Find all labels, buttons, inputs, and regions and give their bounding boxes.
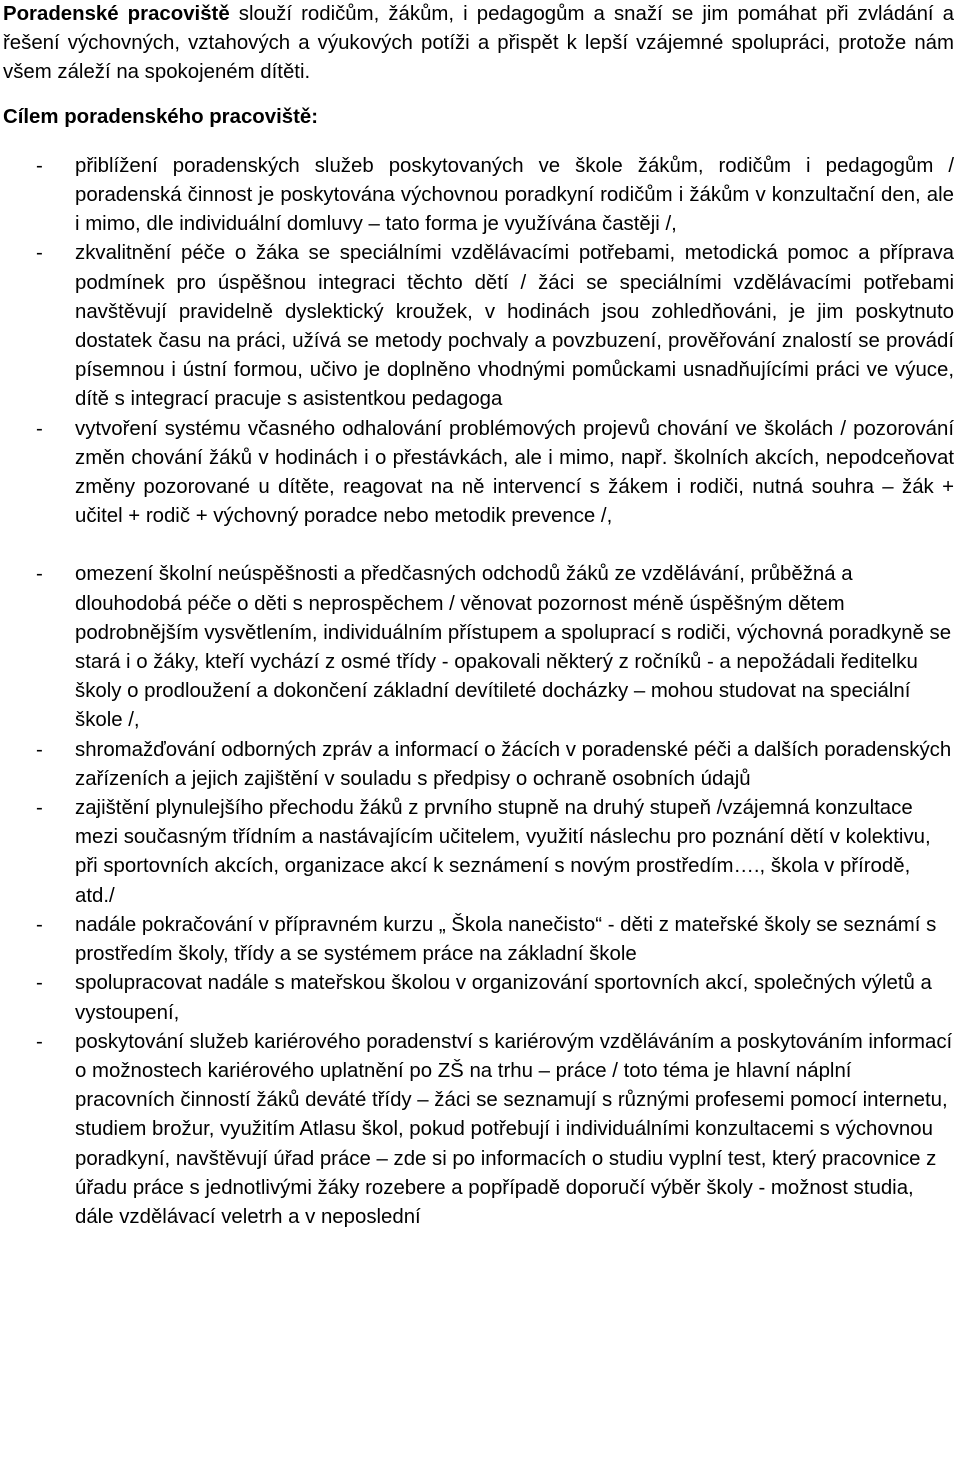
goal-item [3, 969, 954, 1027]
goal-item-text: omezení školní neúspěšnosti a předčasných odchodů žáků ze vzdělávání, průběžná a dlouhodobá péče o děti s neprospěchem / věnovat pozornost méně úspěšným dětem podrobnějším vysvětlením, individuálním přístupem a spoluprací s rodiči, výchovná poradkyně se stará i o žáky, kteří vychází z osmé třídy - opakovali některý z ročníků - a nepožádali ředitelku školy o prodloužení a dokončení základní devítileté docházky – mohou studovat na speciální škole /, [75, 563, 952, 732]
goal-item-text: shromažďování odborných zpráv a informací o žácích v poradenské péči a dalších poradenských zařízeních a jejich zajištění v souladu s předpisy o ochraně osobních údajů [75, 738, 952, 790]
goal-item-text: nadále pokračování v přípravném kurzu „ Škola nanečisto“ - děti z mateřské školy se seznámí s prostředím školy, třídy a se systémem práce na základní škole [75, 913, 937, 966]
goal-item [3, 415, 954, 532]
list-dash: - [36, 913, 43, 936]
goals-list [3, 152, 954, 1232]
goal-item [3, 794, 954, 911]
goal-item [3, 239, 954, 414]
goal-item [3, 152, 954, 240]
list-dash: - [36, 417, 43, 440]
intro-bold-title: Poradenské pracoviště [3, 3, 230, 25]
list-dash: - [36, 154, 43, 177]
goal-item [3, 560, 954, 735]
goal-item [3, 1028, 954, 1232]
list-dash: - [36, 242, 43, 265]
list-dash: - [36, 1030, 43, 1053]
goal-item-text: vytvoření systému včasného odhalování problémových projevů chování ve školách / pozorování změn chování žáků v hodinách i o přestávkách, ale i mimo, např. školních akcích, nepodceňovat změny pozorované u dítěte, reagovat na ně intervencí s žákem i rodiči, nutná souhra – žák + učitel + rodič + výchovný poradce nebo metodik prevence /, [75, 417, 954, 528]
list-dash: - [36, 972, 43, 995]
list-dash: - [36, 563, 43, 586]
list-dash: - [36, 738, 43, 761]
goal-item-text: spolupracovat nadále s mateřskou školou v organizování sportovních akcí, společných výletů a vystoupení, [75, 972, 932, 1024]
goal-item-text: přiblížení poradenských služeb poskytovaných ve škole žákům, rodičům i pedagogům / poradenská činnost je poskytována výchovnou poradkyní rodičům i žákům v konzultační den, ale i mimo, dle individuální domluvy – tato forma je využívána častěji /, [75, 154, 954, 236]
intro-text: slouží rodičům, žákům, i pedagogům a snaží se jim pomáhat při zvládání a řešení výchovných, vztahových a výukových potíži a přispět k lepší vzájemné spolupráci, protože nám všem záleží na spokojeném dítěti. [3, 3, 954, 84]
list-dash: - [36, 797, 43, 820]
goal-item [3, 911, 954, 969]
goal-item-text: poskytování služeb kariérového poradenství s kariérovým vzděláváním a poskytováním informací o možnostech kariérového uplatnění po ZŠ na trhu – práce / toto téma je hlavní náplní pracovních činností žáků deváté třídy – žáci se seznamují s různými profesemi pomocí internetu, studiem brožur, využitím Atlasu škol, pokud potřebují i individuálními konzultacemi s výchovnou poradkyní, navštěvují úřad práce – zde si po informacích o studiu vyplní test, který pracovnice z úřadu práce s jednotlivými žáky rozebere a popřípadě doporučí výběr školy - možnost studia, dále vzdělávací veletrh a v neposlední [75, 1030, 953, 1228]
section-heading: Cílem poradenského pracoviště: [3, 105, 319, 128]
goal-item [3, 736, 954, 794]
goal-item-text: zajištění plynulejšího přechodu žáků z prvního stupně na druhý stupeň /vzájemná konzultace mezi současným třídním a nastávajícím učitelem, využití náslechu pro poznání dětí v kolektivu, při sportovních akcích, organizace akcí k seznámení s novým prostředím…., škola v přírodě, atd./ [75, 797, 931, 907]
goal-item-text: zkvalitnění péče o žáka se speciálními vzdělávacími potřebami, metodická pomoc a příprava podmínek pro úspěšnou integraci těchto dětí / žáci se speciálními vzdělávacími potřebami navštěvují pravidelně dyslektický kroužek, v hodinách jsou zohledňováni, je jim poskytnuto dostatek času na práci, užívá se metody pochvaly a povzbuzení, prověřování znalostí se provádí písemnou i ústní formou, učivo je doplněno vhodnými pomůckami usnadňujícími práci ve výuce, dítě s integrací pracuje s asistentkou pedagoga [75, 242, 954, 411]
intro-paragraph [3, 0, 954, 88]
